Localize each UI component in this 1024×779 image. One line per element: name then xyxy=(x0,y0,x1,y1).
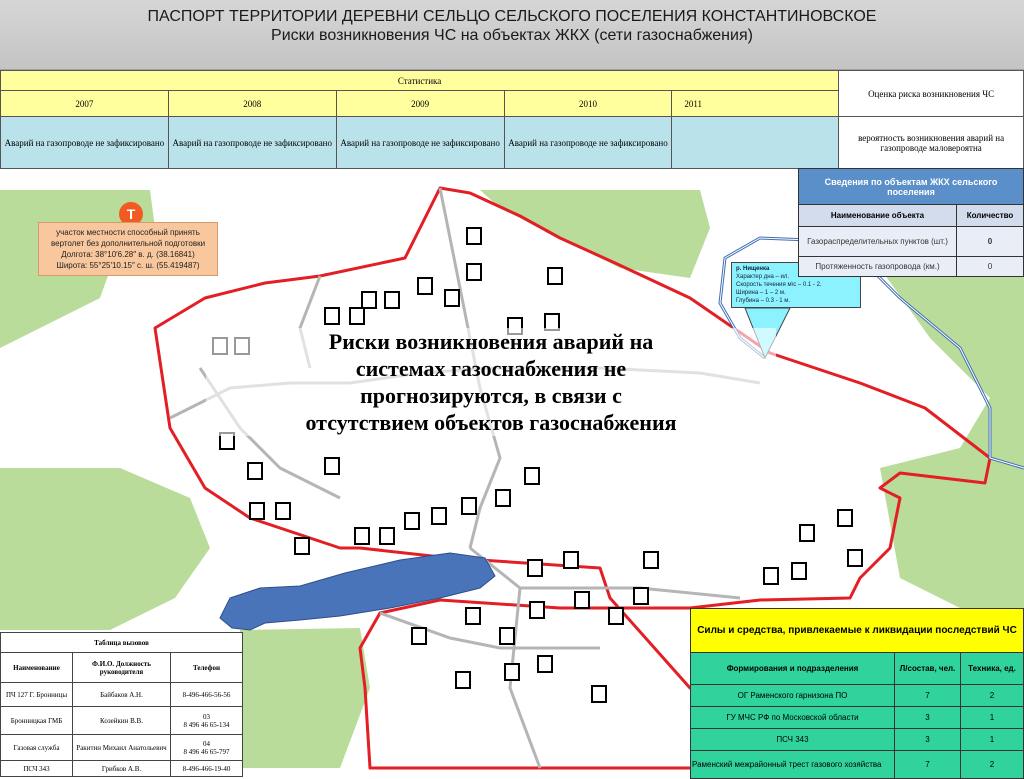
risk-header: Оценка риска возникновения ЧС xyxy=(839,71,1024,117)
house xyxy=(838,510,852,526)
risk-message-line2: системах газоснабжения не xyxy=(355,356,627,381)
force-equipment: 2 xyxy=(961,751,1024,779)
helipad-line1: участок местности способный принять xyxy=(56,228,200,237)
house xyxy=(250,503,264,519)
force-unit: ПСЧ 343 xyxy=(691,729,895,751)
call-person: Грибков А.В. xyxy=(73,761,171,777)
col-staff: Л/состав, чел. xyxy=(895,653,961,685)
house xyxy=(325,458,339,474)
house xyxy=(295,538,309,554)
object-name: Протяженность газопровода (км.) xyxy=(799,257,957,277)
house xyxy=(467,264,481,280)
col-name: Наименование xyxy=(1,653,73,683)
house xyxy=(592,686,606,702)
call-phone: 03 8 496 46 65-134 xyxy=(171,707,243,735)
helipad-badge: Т xyxy=(119,202,143,226)
house xyxy=(380,528,394,544)
col-object-name: Наименование объекта xyxy=(799,205,957,227)
lake xyxy=(220,553,495,630)
year-2009: 2009 xyxy=(336,91,504,117)
house xyxy=(412,628,426,644)
meadow-left-bottom xyxy=(0,468,210,630)
house xyxy=(445,290,459,306)
year-2007: 2007 xyxy=(1,91,169,117)
year-2011: 2011 xyxy=(672,91,839,117)
house xyxy=(505,664,519,680)
call-name: ПЧ 127 Г. Бронницы xyxy=(1,683,73,707)
house xyxy=(644,552,658,568)
house xyxy=(800,525,814,541)
house xyxy=(548,268,562,284)
col-person: Ф.И.О. Должность руководителя xyxy=(73,653,171,683)
house xyxy=(456,672,470,688)
force-unit: ГУ МЧС РФ по Московской области xyxy=(691,707,895,729)
house xyxy=(467,228,481,244)
house xyxy=(530,602,544,618)
house xyxy=(634,588,648,604)
col-unit: Формирования и подразделения xyxy=(691,653,895,685)
force-staff: 3 xyxy=(895,707,961,729)
year-2008: 2008 xyxy=(168,91,336,117)
house xyxy=(792,563,806,579)
call-person: Ракитин Михаил Анатольевич xyxy=(73,735,171,761)
page-subtitle: Риски возникновения ЧС на объектах ЖКХ (сети газоснабжения) xyxy=(271,27,753,44)
calls-title: Таблица вызовов xyxy=(1,633,243,653)
page-header xyxy=(0,0,1024,70)
risk-message-line3: прогнозируются, в связи с xyxy=(360,383,622,408)
house xyxy=(418,278,432,294)
helipad-line2: вертолет без дополнительной подготовки xyxy=(50,239,206,248)
risk-value: вероятность возникновения аварий на газопроводе маловероятна xyxy=(839,117,1024,169)
meadow-right xyxy=(880,268,1024,608)
house xyxy=(525,468,539,484)
house xyxy=(350,308,364,324)
helipad-info xyxy=(38,222,218,276)
house xyxy=(355,528,369,544)
risk-message xyxy=(206,328,776,436)
housing-objects-table xyxy=(798,168,1024,277)
house xyxy=(325,308,339,324)
house xyxy=(764,568,778,584)
road xyxy=(520,588,740,598)
house xyxy=(575,592,589,608)
house xyxy=(496,490,510,506)
call-phone: 8-496-466-19-40 xyxy=(171,761,243,777)
forces-title: Силы и средства, привлекаемые к ликвидации последствий ЧС xyxy=(691,609,1024,653)
house xyxy=(276,503,290,519)
force-equipment: 1 xyxy=(961,729,1024,751)
house xyxy=(405,513,419,529)
calls-table xyxy=(0,632,243,777)
call-phone: 04 8 496 46 65-797 xyxy=(171,735,243,761)
year-2010: 2010 xyxy=(504,91,672,117)
col-equipment: Техника, ед. xyxy=(961,653,1024,685)
force-equipment: 1 xyxy=(961,707,1024,729)
stat-value-2008: Аварий на газопроводе не зафиксировано xyxy=(168,117,336,169)
house xyxy=(538,656,552,672)
house xyxy=(385,292,399,308)
river-name: р. Нищенка xyxy=(736,266,770,272)
force-staff: 7 xyxy=(895,685,961,707)
forces-table xyxy=(690,608,1024,779)
river-width: Ширина – 1 – 2 м. xyxy=(736,290,786,296)
call-phone: 8-496-466-56-56 xyxy=(171,683,243,707)
statistics-table xyxy=(0,70,1024,169)
house xyxy=(248,463,262,479)
call-name: Бронницкая ГМБ xyxy=(1,707,73,735)
house xyxy=(500,628,514,644)
river-depth: Глубина – 0.3 - 1 м. xyxy=(736,298,791,304)
stat-value-2010: Аварий на газопроводе не зафиксировано xyxy=(504,117,672,169)
meadow-top xyxy=(480,190,710,278)
force-staff: 3 xyxy=(895,729,961,751)
stat-value-2011 xyxy=(672,117,839,169)
page-title: ПАСПОРТ ТЕРРИТОРИИ ДЕРЕВНИ СЕЛЬЦО СЕЛЬСКОГО ПОСЕЛЕНИЯ КОНСТАНТИНОВСКОЕ xyxy=(147,8,877,25)
helipad-longitude: Долгота: 38°10′6.28″ в. д. (38.16841) xyxy=(61,250,195,259)
object-qty: 0 xyxy=(957,227,1024,257)
house xyxy=(528,560,542,576)
object-name: Газораспределительных пунктов (шт.) xyxy=(799,227,957,257)
call-name: Газовая служба xyxy=(1,735,73,761)
call-person: Козейкин В.В. xyxy=(73,707,171,735)
force-equipment: 2 xyxy=(961,685,1024,707)
risk-message-line4: отсутствием объектов газоснабжения xyxy=(305,410,677,435)
river-speed: Скорость течения м\с – 0.1 - 2. xyxy=(736,282,822,288)
helipad-latitude: Широта: 55°25′10.15″ с. ш. (55.419487) xyxy=(56,261,200,270)
house xyxy=(609,608,623,624)
force-unit: Раменский межрайонный трест газового хозяйства xyxy=(691,751,895,779)
col-phone: Телефон xyxy=(171,653,243,683)
statistics-title: Статистика xyxy=(1,71,839,91)
housing-objects-title: Сведения по объектам ЖКХ сельского поселения xyxy=(799,169,1024,205)
house xyxy=(462,498,476,514)
meadow-bottom xyxy=(240,628,370,768)
house xyxy=(564,552,578,568)
stat-value-2007: Аварий на газопроводе не зафиксировано xyxy=(1,117,169,169)
risk-message-line1: Риски возникновения аварий на xyxy=(328,329,654,354)
river-bottom: Характер дна – ил. xyxy=(736,274,790,280)
force-staff: 7 xyxy=(895,751,961,779)
force-unit: ОГ Раменского гарнизона ПО xyxy=(691,685,895,707)
house xyxy=(432,508,446,524)
object-qty: 0 xyxy=(957,257,1024,277)
call-name: ПСЧ 343 xyxy=(1,761,73,777)
col-quantity: Количество xyxy=(957,205,1024,227)
call-person: Байбаков А.Н. xyxy=(73,683,171,707)
house xyxy=(848,550,862,566)
house xyxy=(466,608,480,624)
stat-value-2009: Аварий на газопроводе не зафиксировано xyxy=(336,117,504,169)
house xyxy=(362,292,376,308)
